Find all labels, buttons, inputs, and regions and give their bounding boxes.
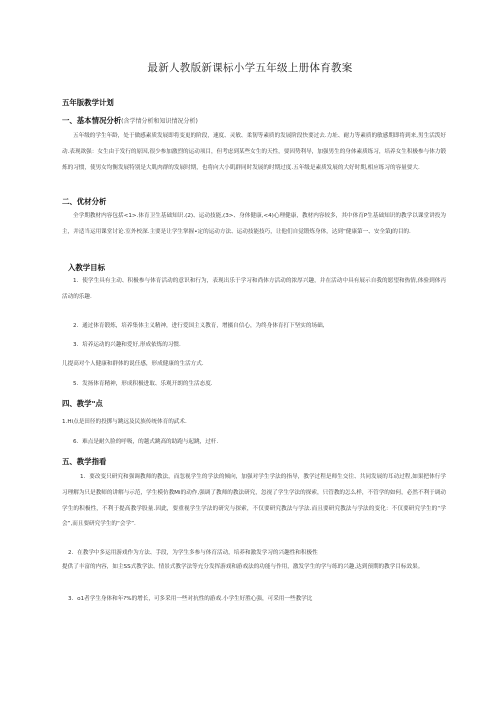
section-1-heading bbox=[62, 115, 198, 126]
objective-item-5: 5．发扬体育精神，形成积极进取、乐观开朗的生活态度. bbox=[73, 381, 213, 387]
plan-heading: 五年版教学计划 bbox=[62, 98, 114, 107]
section-1-title: 一、基本情况分析 bbox=[62, 116, 122, 125]
section-3-heading: 入教学目标 bbox=[68, 263, 105, 272]
section-4-heading: 四、教学"点 bbox=[62, 399, 103, 408]
objective-item-3: 3．培养运动的兴趣和爱好,形成依炼的习惯. bbox=[73, 342, 181, 348]
guidance-item-1: 1．要改变只研究和强调教师的教法，而忽视学生的学法的倾向，加强对学生学法的指导，教学过程是师生交往、共同发展的耳动过程,如果把体行学习理解为只是教师的讲解与示范，学生模仿教Mi的动作,强调了教师的教法研究，忽视了学生学法的探索，只管教的怎么样，不管学的如何，必然不利于调动学生的积极性，不利于提高教学股量.因此，要重视学生学法的研究与探索，不仅要研究教法与学法.而且要研究教法与学法的变化：不仅要研究学生的“学会”,而且要研究学生的“会学”. bbox=[62, 474, 446, 528]
guidance-item-2: 2．在教学中多运用游戏作为方法、手段，为学生多参与体育活动，培养和激发学习的兴趣性和积极性 bbox=[68, 550, 318, 556]
keypoint-item-1: 1.Hi点是田径的投掷与跳远及民族传统体育的武术. bbox=[62, 419, 187, 425]
objective-item-2: 2．通过体育锻炼，培养集体主义精神，进行爱国主义教育，增摄自信心，为终身体育打下坚实的场础, bbox=[73, 323, 325, 329]
section-1-body: 五年级的学生年龄，处于做感素质发展即将变更的阶段，速度、灵敏、柔韧等素质的发展阶段快要过去.力址、耐力等素质的敏感期即将到来,男生活泼好动.表现欲强：女生由于发行的原因,很少参加激烈的运动项目，但考虑到某些女生的天性，要因势利导，加强男生的身体素质练习，培养女生积极参与体力锻炼的习惯，使男女均衡发展特别是大肌肉群的发展时期，也将向大小肌群同时发展的时期过度.五年级是素质发展的大好时期,相应练习的容量要大. bbox=[62, 133, 446, 171]
section-2-heading: 二、优材分析 bbox=[62, 197, 107, 206]
guidance-item-2-cont: 提供了丰富的内容，如主SS式教学法、情景式教学法等充分发挥游戏和游戏法的功能与作用，激发学生的学与练的兴趣,达到预期的教学目标效果。 bbox=[62, 564, 424, 570]
section-2-body: 全学期教材内容包括<1>.体育卫生基础知识.(2)、运动技能,(3>、身体健康,<4)心理健康，教材内容较多，其中体育P生基础知识的教学以课堂讲投为主，并适当运用课堂讨论.室外校深.主要是让学生掌握•定的运动方法、运动技能技巧，让他们自觉锻炼身体，达到“健康第一、安全第J的目的. bbox=[62, 213, 446, 235]
section-5-heading: 五、教学指看 bbox=[62, 457, 107, 466]
page-title: 最新人教版新课标小学五年级上册体育教案 bbox=[147, 62, 353, 74]
objective-item-4: 儿提高对个人健康和群体的说任感，形成健康的生活方式. bbox=[62, 361, 204, 367]
objective-item-1: 1．使学生具有主动、积极参与体育活动的意识和行为，表现出乐于学习和尚体方活动的浓厚兴趣，并在活动中具有展示自我的愿望和热情,体验到体丙活动的乐趣. bbox=[62, 278, 446, 300]
guidance-item-3: 3．o1者学生身体和年?%的增长，可多采用一些对抗性的游戏.小学生好胜心强，可采用一些教学比 bbox=[68, 596, 313, 602]
keypoint-item-2: 6．难点是耐久脸的呼吸，的越式跳高的助跑与起跳，过杆. bbox=[73, 439, 219, 445]
section-1-note: (含学情分析和知识情况分析) bbox=[121, 118, 198, 125]
